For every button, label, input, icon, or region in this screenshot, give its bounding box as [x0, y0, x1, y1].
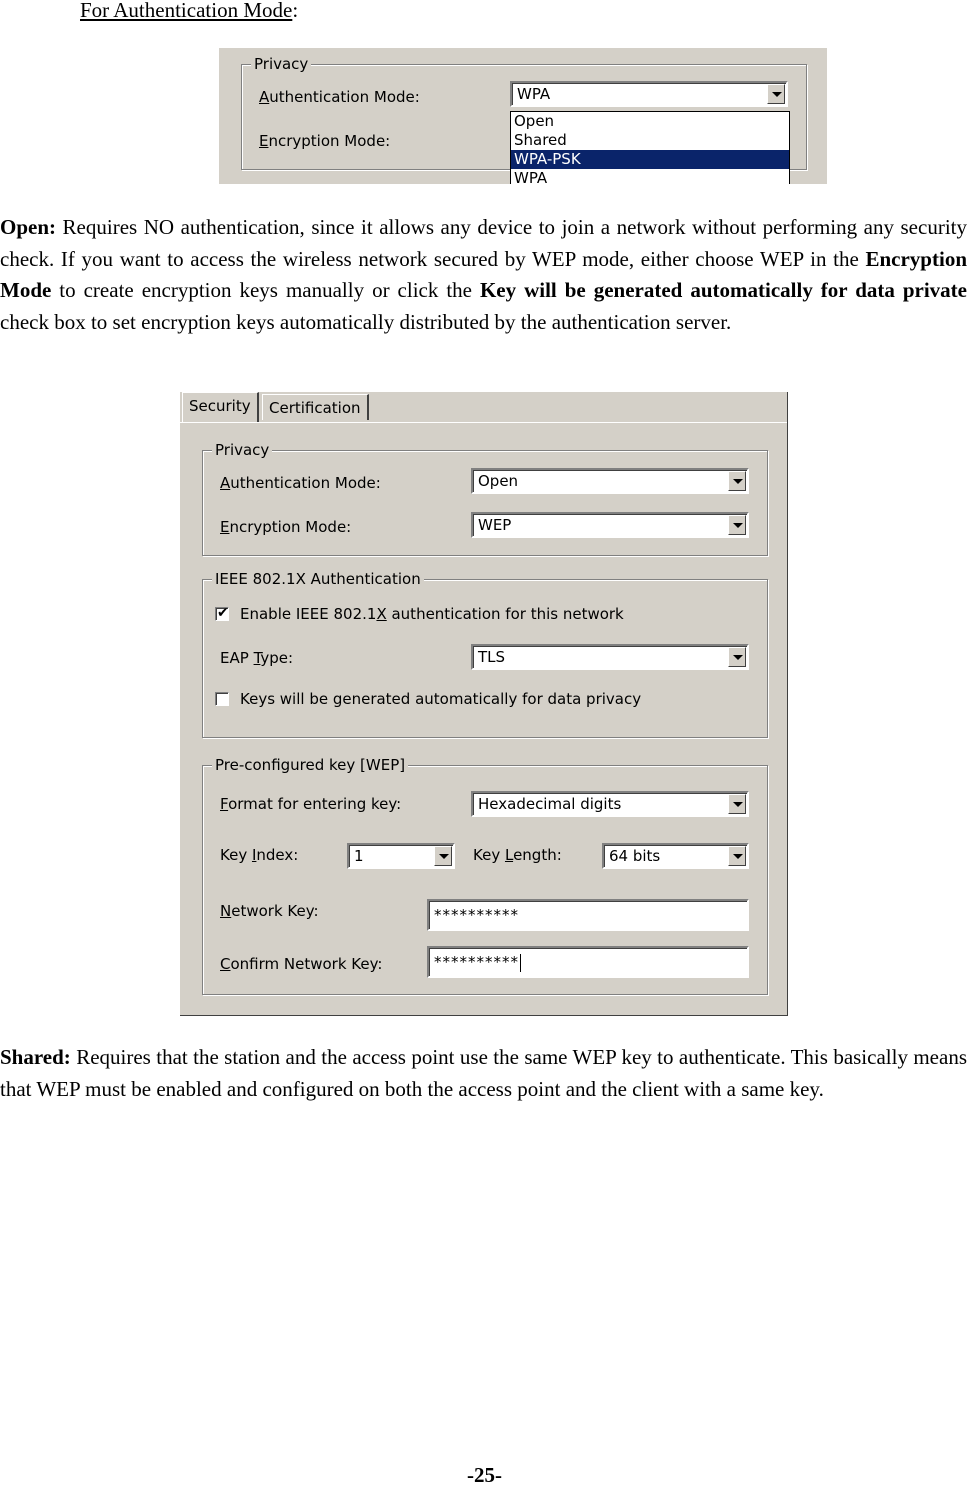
- dropdown-arrow-icon[interactable]: [728, 794, 746, 814]
- key-index-label: Key Index:: [220, 846, 299, 864]
- dropdown-arrow-icon[interactable]: [434, 846, 452, 866]
- checkmark-icon: ✔: [217, 605, 229, 621]
- tab-divider: [180, 422, 787, 423]
- tab-security[interactable]: Security: [182, 392, 259, 422]
- security-settings-screenshot: [180, 392, 788, 1016]
- text-caret: [520, 954, 521, 972]
- open-term: Open:: [0, 215, 57, 239]
- auth-mode-select[interactable]: [510, 81, 788, 107]
- heading-text: For Authentication Mode: [80, 0, 293, 22]
- encryption-mode-value: WEP: [478, 516, 512, 534]
- auth-mode-select[interactable]: [471, 468, 749, 494]
- eap-type-label: EAP Type:: [220, 649, 294, 667]
- encryption-mode-label: Encryption Mode:: [259, 132, 391, 150]
- key-index-value: 1: [354, 847, 364, 865]
- enable-ieee-label[interactable]: Enable IEEE 802.1X authentication for this network: [240, 605, 624, 623]
- section-heading: [80, 0, 298, 23]
- tab-certification[interactable]: Certification: [262, 394, 369, 420]
- privacy-groupbox: [202, 441, 768, 556]
- key-format-label: Format for entering key:: [220, 795, 402, 813]
- eap-type-value: TLS: [478, 648, 506, 666]
- auth-mode-screenshot: [219, 48, 827, 184]
- confirm-key-input[interactable]: [427, 946, 749, 978]
- preconfigured-key-title: Pre-configured key [WEP]: [212, 755, 408, 775]
- key-generated-term: Key will be generated automatically for data private: [479, 278, 967, 302]
- auth-mode-value: WPA: [517, 85, 551, 103]
- confirm-key-label: Confirm Network Key:: [220, 955, 383, 973]
- dropdown-arrow-icon[interactable]: [728, 471, 746, 491]
- privacy-groupbox-title: Privacy: [212, 440, 272, 460]
- confirm-key-value: **********: [434, 953, 519, 971]
- key-index-select[interactable]: [347, 843, 455, 869]
- auth-mode-value: Open: [478, 472, 519, 490]
- dropdown-arrow-icon[interactable]: [767, 84, 785, 104]
- enable-ieee-checkbox[interactable]: [215, 607, 229, 621]
- eap-type-select[interactable]: [471, 644, 749, 670]
- auth-mode-dropdown-list[interactable]: [510, 111, 790, 184]
- key-format-select[interactable]: [471, 791, 749, 817]
- key-format-value: Hexadecimal digits: [478, 795, 622, 813]
- key-length-select[interactable]: [602, 843, 749, 869]
- auth-mode-label: Authentication Mode:: [259, 88, 420, 106]
- encryption-mode-label: Encryption Mode:: [220, 518, 352, 536]
- network-key-label: Network Key:: [220, 902, 319, 920]
- dropdown-arrow-icon[interactable]: [728, 846, 746, 866]
- key-length-label: Key Length:: [473, 846, 562, 864]
- dropdown-option-open[interactable]: Open: [514, 112, 555, 130]
- confirm-key-value-wrap: [434, 952, 521, 972]
- shared-term: Shared:: [0, 1045, 71, 1069]
- dropdown-option-shared[interactable]: Shared: [514, 131, 567, 149]
- open-description: Open: Requires NO authentication, since it allows any device to join a network without performing any security check. If you want to access the wireless network secured by WEP mode, either choose WEP in the Encryption Mode to create encryption keys manually or click the Key will be generated automatically for data private check box to set encryption keys automatically distributed by the authentication server.: [0, 215, 967, 334]
- encryption-mode-select[interactable]: [471, 512, 749, 538]
- ieee-groupbox-title: IEEE 802.1X Authentication: [212, 569, 424, 589]
- heading-colon: :: [292, 0, 299, 22]
- shared-description: Shared: Requires that the station and the access point use the same WEP key to authenticate. This basically means that WEP must be enabled and configured on both the access point and the client with a same key.: [0, 1045, 967, 1101]
- page-number: -25-: [467, 1463, 502, 1487]
- key-length-value: 64 bits: [609, 847, 661, 865]
- keys-auto-label[interactable]: Keys will be generated automatically for data privacy: [240, 690, 642, 708]
- keys-auto-checkbox[interactable]: [215, 692, 229, 706]
- network-key-value: **********: [434, 906, 519, 924]
- dropdown-arrow-icon[interactable]: [728, 647, 746, 667]
- privacy-groupbox-title: Privacy: [251, 54, 311, 74]
- network-key-input[interactable]: [427, 899, 749, 931]
- dropdown-option-wpa-psk[interactable]: WPA-PSK: [511, 150, 789, 169]
- dropdown-arrow-icon[interactable]: [728, 515, 746, 535]
- auth-mode-label: Authentication Mode:: [220, 474, 381, 492]
- dropdown-option-wpa[interactable]: WPA: [514, 169, 548, 184]
- encryption-mode-term: Encryption Mode: [0, 246, 967, 302]
